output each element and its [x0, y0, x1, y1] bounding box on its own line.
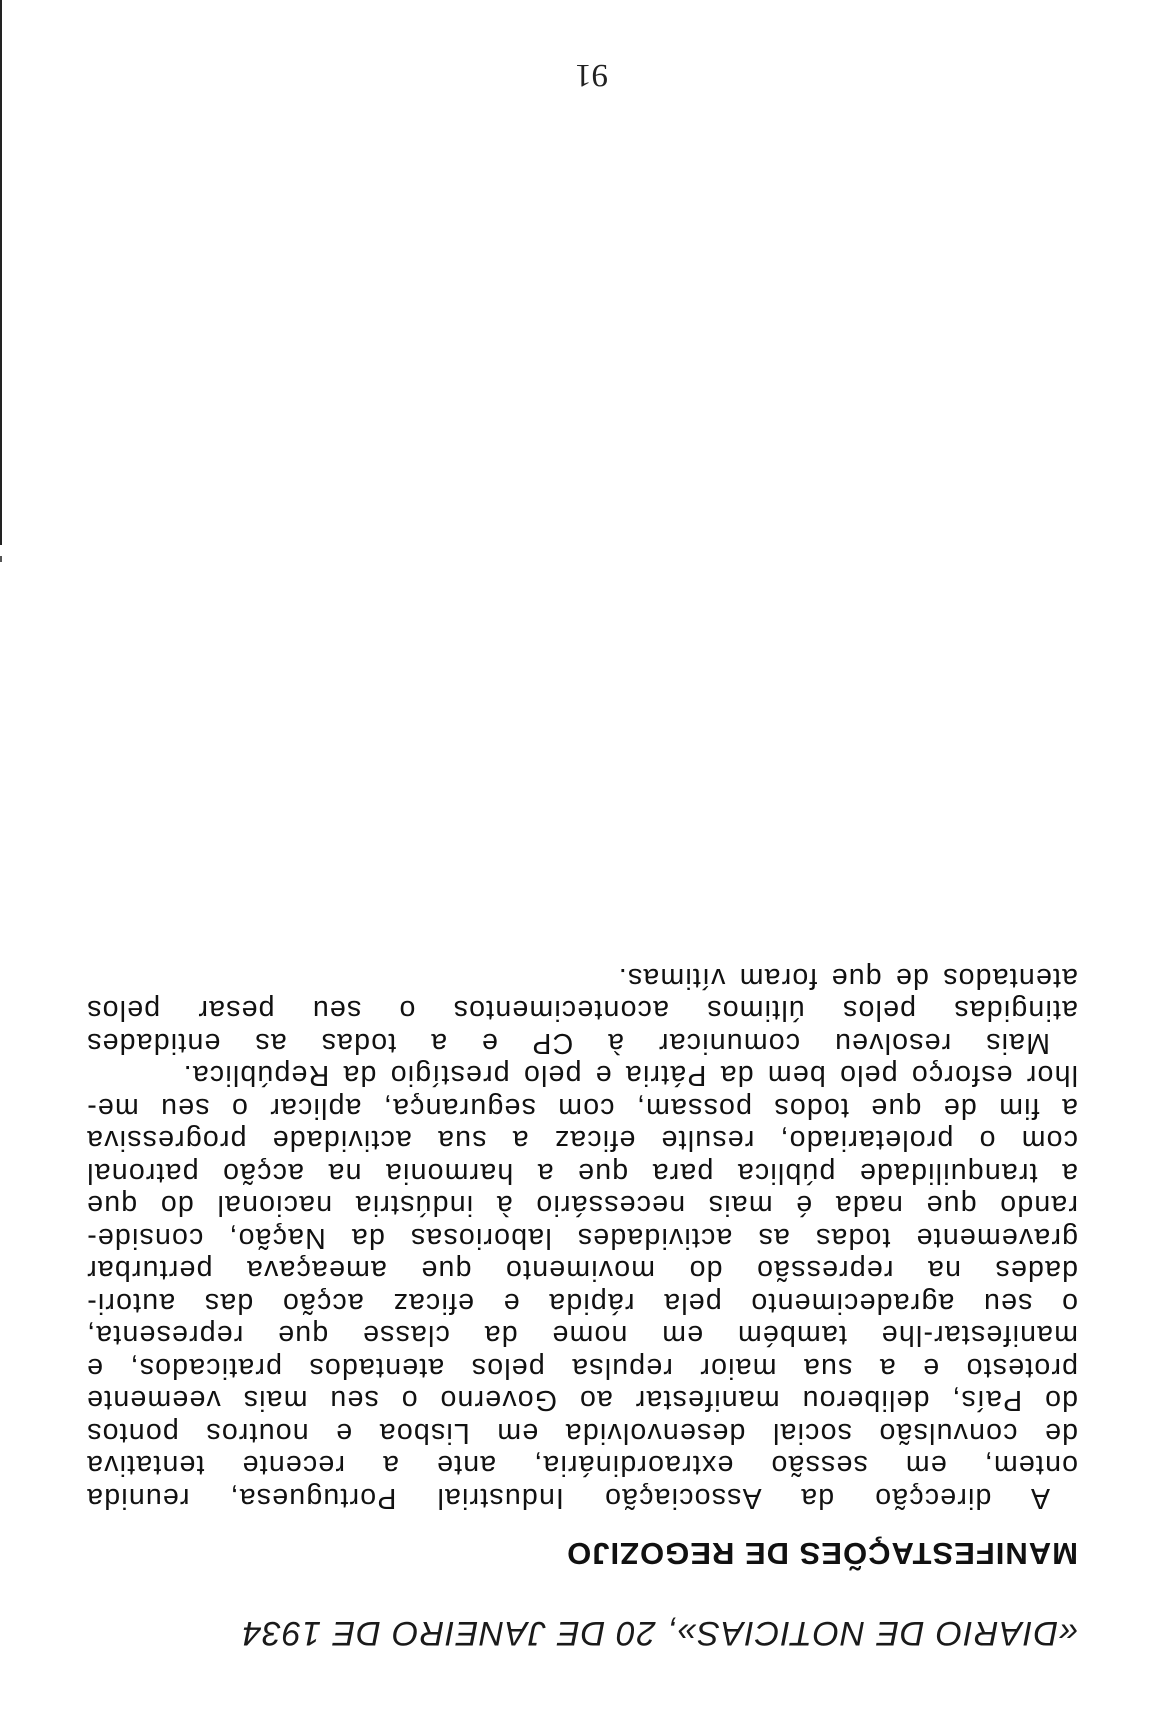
text-line: a fim de que todos possam, com segurança, aplicar o seu me- — [86, 1092, 1078, 1124]
text-line: manifestar-lhe também em nome da classe que representa, — [86, 1319, 1078, 1352]
text-line: protesto e a sua maior repulsa pelos atentados praticados, e — [86, 1352, 1078, 1384]
text-line: o seu agradecimento pela rápida e eficaz acção das autori- — [86, 1287, 1078, 1319]
text-line: lhor esforço pelo bem da Pátria e pelo prestígio da República. — [182, 1059, 1078, 1092]
article-body — [86, 962, 1078, 1515]
text-line: de convulsão social desenvolvida em Lisboa e noutros pontos — [86, 1417, 1078, 1449]
text-line: Mais resolveu comunicar à CP e a todas as entidades — [86, 1027, 1050, 1059]
article-heading: MANIFESTAÇÕES DE REGOZIJO — [566, 1536, 1078, 1571]
text-line: a tranquilidade pública para que a harmonia na acção patronal — [86, 1157, 1078, 1189]
text-line: atentados de que foram vítimas. — [617, 962, 1078, 994]
newspaper-source-line: «DIARIO DE NOTICIAS», 20 DE JANEIRO DE 1934 — [241, 1614, 1078, 1652]
text-line: ontem, em sessão extraordinária, ante a recente tentativa — [86, 1449, 1078, 1482]
text-line: A direcção da Associação Industrial Portuguesa, reunida — [86, 1482, 1050, 1514]
text-line: gravemente todas as actividades laboriosas da Nação, conside- — [86, 1222, 1078, 1254]
paragraph-1 — [86, 1059, 1078, 1514]
text-line: dades na repressão do movimento que ameaçava perturbar — [86, 1254, 1078, 1287]
text-line: com o proletariado, resulte eficaz a sua actividade progressiva — [86, 1124, 1078, 1157]
text-line: rando que nada é mais necessário à indústria nacional do que — [86, 1189, 1078, 1222]
paragraph-2 — [86, 962, 1078, 1060]
text-line: do País, deliberou manifestar ao Governo o seu mais veemente — [86, 1384, 1078, 1417]
page-number: 91 — [575, 57, 608, 93]
text-line: atingidas pelos últimos acontecimentos o seu pesar pelos — [86, 994, 1078, 1027]
